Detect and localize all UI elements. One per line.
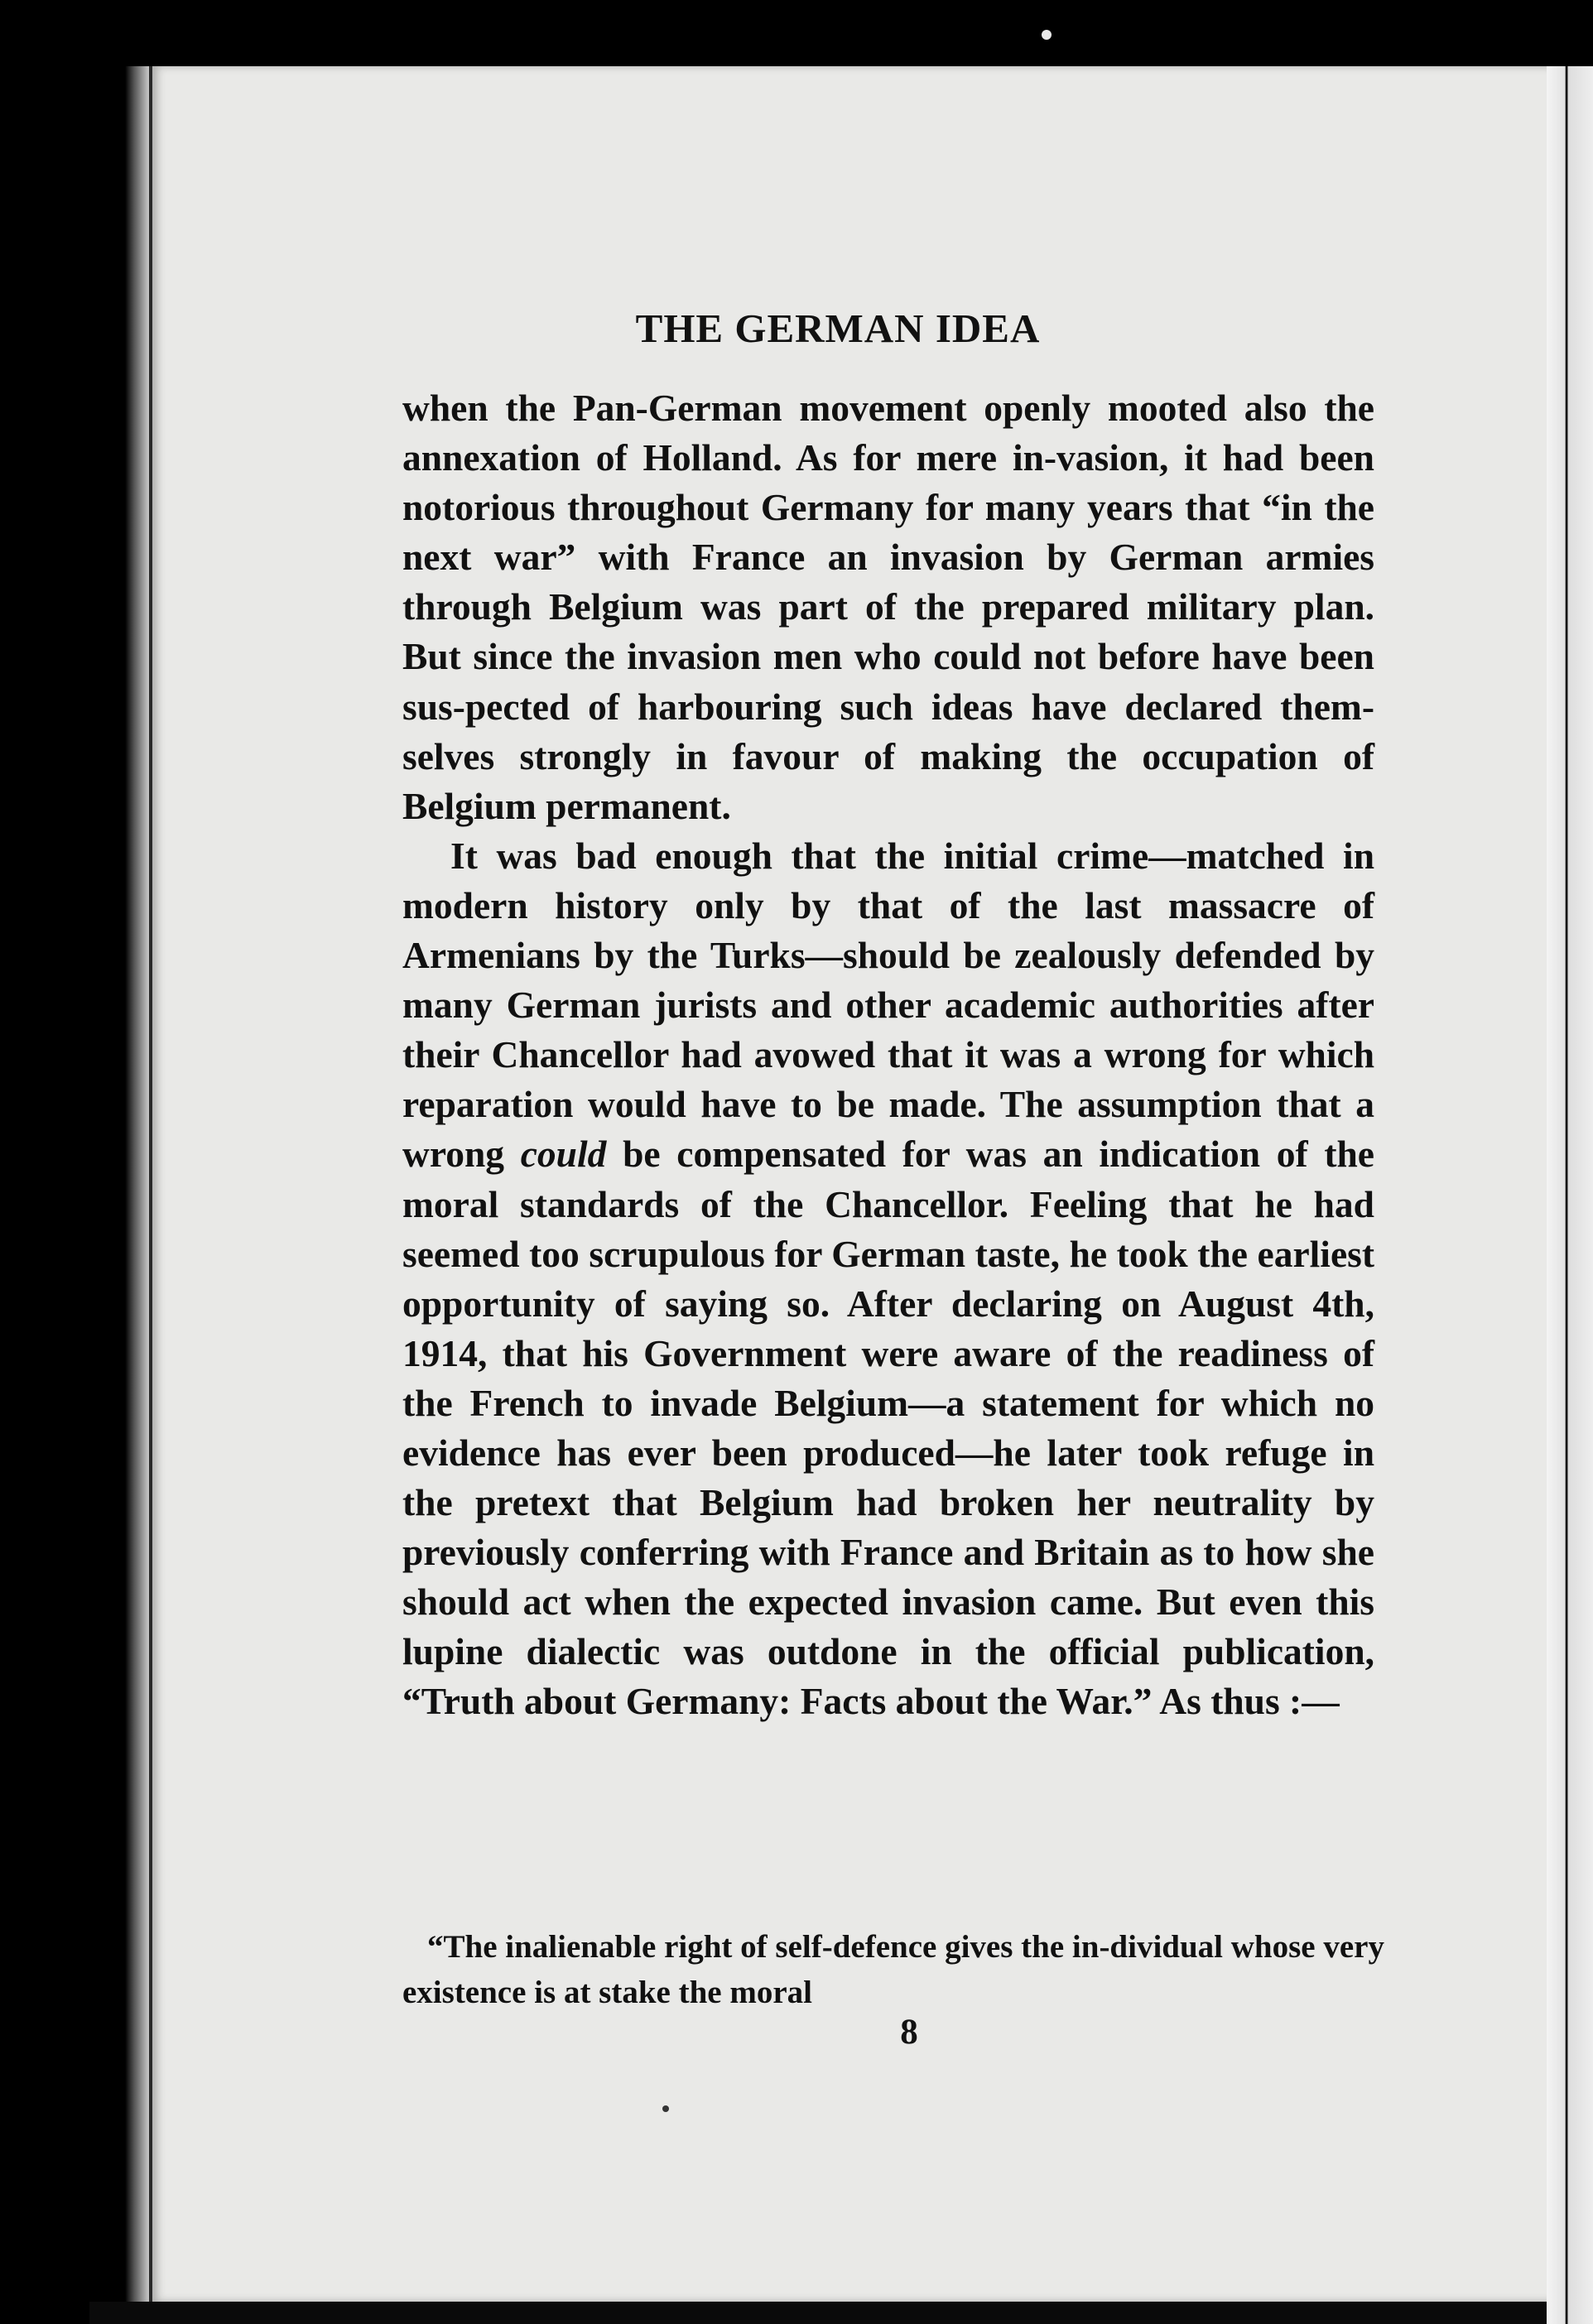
paragraph-2-part-b: be compensated for was an indication of the moral standards of the Chancellor. Feeling that he had seemed too scrupulous for German taste, he took the earliest opportunity of saying so. After declaring on August 4th, 1914, that his Government were aware of the readiness of the French to invade Belgium—a statement for which no evidence has ever been produced—he later took refuge in the pretext that Belgium had broken her neutrality by previously conferring with France and Britain as to how she should act when the expected invasion came. But even this lupine dialectic was outdone in the official publication, “Truth about Germany: Facts about the War.” As thus :— <box>402 1133 1374 1723</box>
page-number: 8 <box>900 2013 918 2052</box>
paragraph-1: when the Pan-German movement openly mooted also the annexation of Holland. As for mere in-vasion, it had been notorious throughout Germany for many years that “in the next war” with France an invasion by German armies through Belgium was part of the prepared military plan. But since the invasion men who could not before have been sus-pected of harbouring such ideas have declared them-selves strongly in favour of making the occupation of Belgium permanent. <box>402 387 1374 827</box>
paragraph-2 <box>402 831 1374 1727</box>
running-head: THE GERMAN IDEA <box>635 306 1041 351</box>
block-quote <box>402 1924 1384 2015</box>
page-speck <box>662 2105 669 2112</box>
scan-bottom-border <box>89 2302 1547 2324</box>
paragraph-2-part-a: It was bad enough that the initial crime—matched in modern history only by that of the last massacre of Armenians by the Turks—should be zealously defended by many German jurists and other academic authorities after their Chancellor had avowed that it was a wrong for which reparation would have to be made. The assumption that a wrong <box>402 834 1374 1176</box>
page-binding-edge <box>1547 66 1593 2324</box>
emphasis-could: could <box>520 1133 607 1176</box>
body-text <box>402 383 1374 1727</box>
scan-gutter-shadow <box>89 66 149 2324</box>
scan-speck <box>1042 30 1052 40</box>
quote-text: “The inalienable right of self-defence gives the in-dividual whose very existence is at stake the moral <box>402 1929 1384 2010</box>
